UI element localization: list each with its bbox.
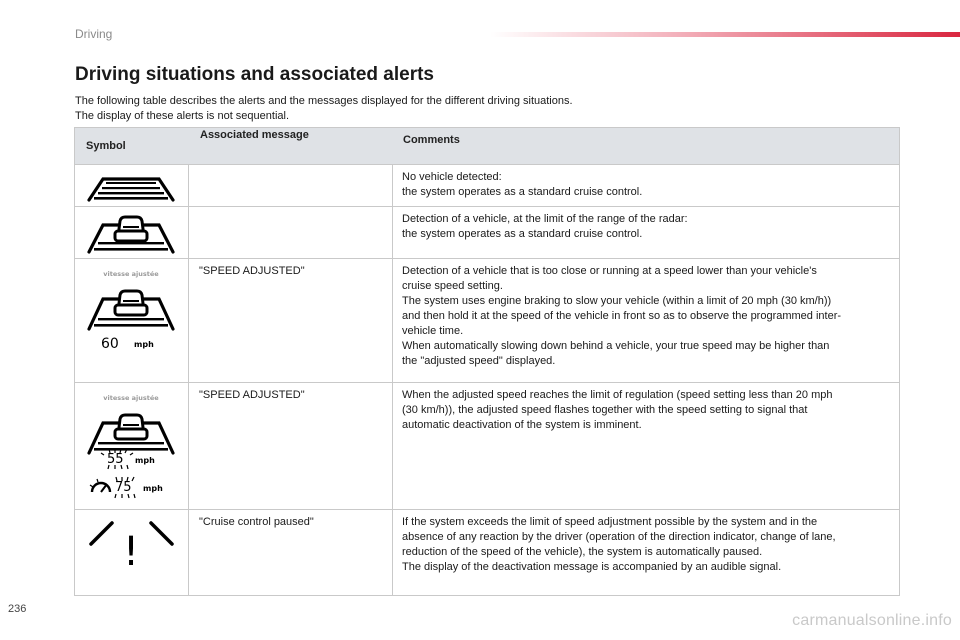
table-row [75,509,899,595]
section-label: Driving [75,27,113,41]
comment-line: Detection of a vehicle that is too close or running at a speed lower than your vehicle's [402,265,817,277]
comments-cell [393,165,899,206]
cruise-paused-warning-icon [75,510,189,596]
comment-line: No vehicle detected: [402,171,502,183]
message-cell: "SPEED ADJUSTED" [189,259,393,382]
comment-line: automatic deactivation of the system is imminent. [402,419,642,431]
message-cell: "SPEED ADJUSTED" [189,383,393,509]
comment-line: the system operates as a standard cruise control. [402,186,643,198]
message-cell [189,165,393,206]
vehicle-ahead-icon [75,207,189,259]
watermark: carmanualsonline.info [792,612,952,629]
speed-setting-value: 75 [115,480,132,495]
speed-unit: mph [134,340,154,349]
table-row [75,382,899,509]
speed-adjusted-caption: vitesse ajustée [103,270,159,278]
comment-line: If the system exceeds the limit of speed adjustment possible by the system and in the [402,516,818,528]
comment-line: When automatically slowing down behind a vehicle, your true speed may be higher than [402,340,830,352]
speed-adjusted-flashing-icon [75,383,189,510]
comments-cell [393,207,899,258]
symbol-cell [75,383,189,509]
symbol-cell [75,165,189,206]
symbol-cell [75,259,189,382]
comments-cell [393,383,899,509]
speed-unit: mph [143,484,163,493]
comment-line: (30 km/h)), the adjusted speed flashes together with the speed setting to signal that [402,404,808,416]
page-title: Driving situations and associated alerts [75,64,434,85]
table-row [75,206,899,258]
comment-line: The system uses engine braking to slow your vehicle (within a limit of 20 mph (30 km/h)) [402,295,832,307]
comment-line: reduction of the speed of the vehicle), the system is automatically paused. [402,546,763,558]
adjusted-speed-value: 55 [107,452,124,467]
svg-text:!: ! [122,529,140,575]
symbol-cell [75,510,189,595]
alerts-table [74,127,900,596]
speed-adjusted-caption: vitesse ajustée [103,394,159,402]
comment-line: vehicle time. [402,325,464,337]
page-number: 236 [8,603,27,615]
comment-line: absence of any reaction by the driver (operation of the direction indicator, change of lane, [402,531,836,543]
table-row [75,258,899,382]
speedometer-icon [90,479,110,492]
comment-line: and then hold it at the speed of the vehicle in front so as to observe the programmed inter- [402,310,842,322]
speed-unit: mph [135,456,155,465]
speed-adjusted-60-icon [75,259,189,383]
intro-line: The following table describes the alerts and the messages displayed for the different driving situations. [75,95,573,107]
comment-line: the system operates as a standard cruise control. [402,228,643,240]
comment-line: Detection of a vehicle, at the limit of the range of the radar: [402,213,688,225]
column-header-comments: Comments [403,134,460,146]
table-header [75,128,899,164]
intro-text [75,94,573,124]
road-lines-icon [75,165,189,207]
intro-line: The display of these alerts is not sequential. [75,110,290,122]
column-header-message: Associated message [200,129,309,141]
column-header-symbol: Symbol [86,140,126,152]
comment-line: cruise speed setting. [402,280,503,292]
table-row [75,164,899,206]
message-cell [189,207,393,258]
comments-cell [393,259,899,382]
comment-line: When the adjusted speed reaches the limit of regulation (speed setting less than 20 mph [402,389,833,401]
comment-line: The display of the deactivation message is accompanied by an audible signal. [402,561,782,573]
header-accent-bar [490,32,960,37]
message-cell: "Cruise control paused" [189,510,393,595]
comment-line: the "adjusted speed" displayed. [402,355,556,367]
symbol-cell [75,207,189,258]
comments-cell [393,510,899,595]
adjusted-speed-value: 60 [101,336,119,352]
